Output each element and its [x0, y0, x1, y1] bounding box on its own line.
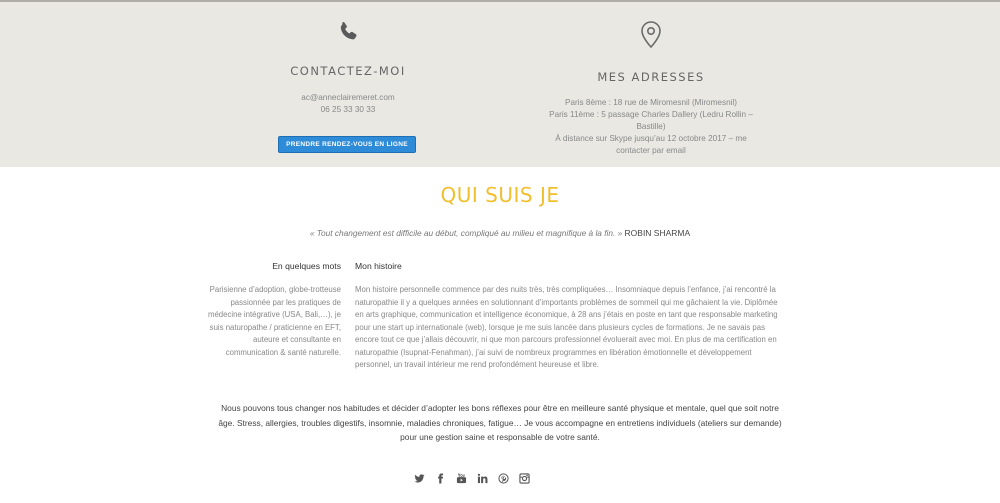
- text-line: suis naturopathe / praticienne en EFT,: [209, 322, 341, 332]
- in-a-few-words-text: [198, 284, 341, 359]
- social-links: [412, 470, 532, 486]
- text-line: naturopathie il y a quelques années en solutionnant d’importants problèmes de sommeil qui me gâchaient la vie. Diplômée: [355, 297, 778, 307]
- my-story-text: [355, 284, 795, 372]
- address-line: contacter par email: [616, 146, 686, 155]
- quote-text: « Tout changement est difficile au début, compliqué au milieu et magnifique à la fin. »: [309, 228, 623, 238]
- text-line: Parisienne d’adoption, globe-trotteuse: [209, 285, 341, 294]
- facebook-icon[interactable]: [435, 473, 446, 484]
- address-line: Paris 11ème : 5 passage Charles Dallery (Ledru Rollin –: [549, 110, 753, 119]
- text-line: Mon histoire personnelle commence par des nuits très, très compliquées… Insomniaque depuis l’enfance, j’ai rencontré la: [355, 285, 776, 294]
- contact-column: [258, 20, 438, 116]
- text-line: pour une gestion saine et responsable de votre santé.: [400, 432, 600, 443]
- text-line: âge. Stress, allergies, troubles digestifs, insomnie, maladies chroniques, fatigue… Je vous accompagne en entretiens individuels (ateliers sur demande): [218, 417, 782, 428]
- linkedin-icon[interactable]: [477, 473, 488, 484]
- text-line: Nous pouvons tous changer nos habitudes et décider d’adopter les bons réflexes pour être en meilleure santé physique et mentale, quel que soit notre: [221, 403, 779, 413]
- address-line: À distance sur Skype jusqu’au 12 octobre 2017 – me: [555, 134, 747, 143]
- contact-band: [0, 2, 1000, 167]
- contact-email[interactable]: ac@anneclairemeret.com: [301, 93, 395, 102]
- in-a-few-words-heading: En quelques mots: [272, 261, 341, 271]
- text-line: pour une start up internationale (web), lorsque je me suis lancée dans plusieurs cycles de formations. Je ne savais pas: [355, 322, 765, 332]
- text-line: passionnée par les pratiques de: [230, 297, 341, 307]
- book-appointment-button[interactable]: PRENDRE RENDEZ-VOUS EN LIGNE: [278, 136, 416, 153]
- addresses-column: [545, 20, 757, 157]
- contact-phone[interactable]: 06 25 33 30 33: [320, 105, 376, 114]
- text-line: en arts graphique, communication et intelligence économique, à 28 ans j’étais en poste en tant que responsable marketing: [355, 310, 778, 319]
- youtube-icon[interactable]: [456, 473, 467, 484]
- text-line: encore tout ce que j’allais découvrir, ni que mon parcours professionnel évoluerait avec moi. En plus de ma certification en: [355, 335, 777, 344]
- text-line: auteure et consultante en: [253, 335, 341, 344]
- quote-author: ROBIN SHARMA: [624, 228, 691, 238]
- address-line: Bastille): [636, 122, 666, 131]
- quote: [0, 228, 1000, 238]
- text-line: médecine intégrative (USA, Bali,…), je: [207, 310, 341, 319]
- instagram-icon[interactable]: [519, 473, 530, 484]
- address-line: Paris 8ème : 18 rue de Miromesnil (Miromesnil): [565, 98, 737, 107]
- text-line: personnel, un travail intérieur me rend profondément heureuse et libre.: [355, 360, 600, 369]
- twitter-icon[interactable]: [414, 473, 425, 484]
- text-line: communication & santé naturelle.: [225, 347, 341, 357]
- phone-icon: [336, 20, 360, 44]
- contact-title: CONTACTEZ-MOI: [290, 64, 406, 78]
- pinterest-icon[interactable]: [498, 473, 509, 484]
- my-story-heading: Mon histoire: [355, 261, 402, 271]
- text-line: naturopathie (Isupnat-Fenahman), j’ai suivi de nombreux programmes en libération émotionnelle et développement: [355, 347, 752, 357]
- closing-paragraph: [200, 401, 800, 445]
- about-title: QUI SUIS JE: [440, 183, 560, 207]
- map-pin-icon: [638, 20, 664, 50]
- addresses-title: MES ADRESSES: [597, 70, 705, 84]
